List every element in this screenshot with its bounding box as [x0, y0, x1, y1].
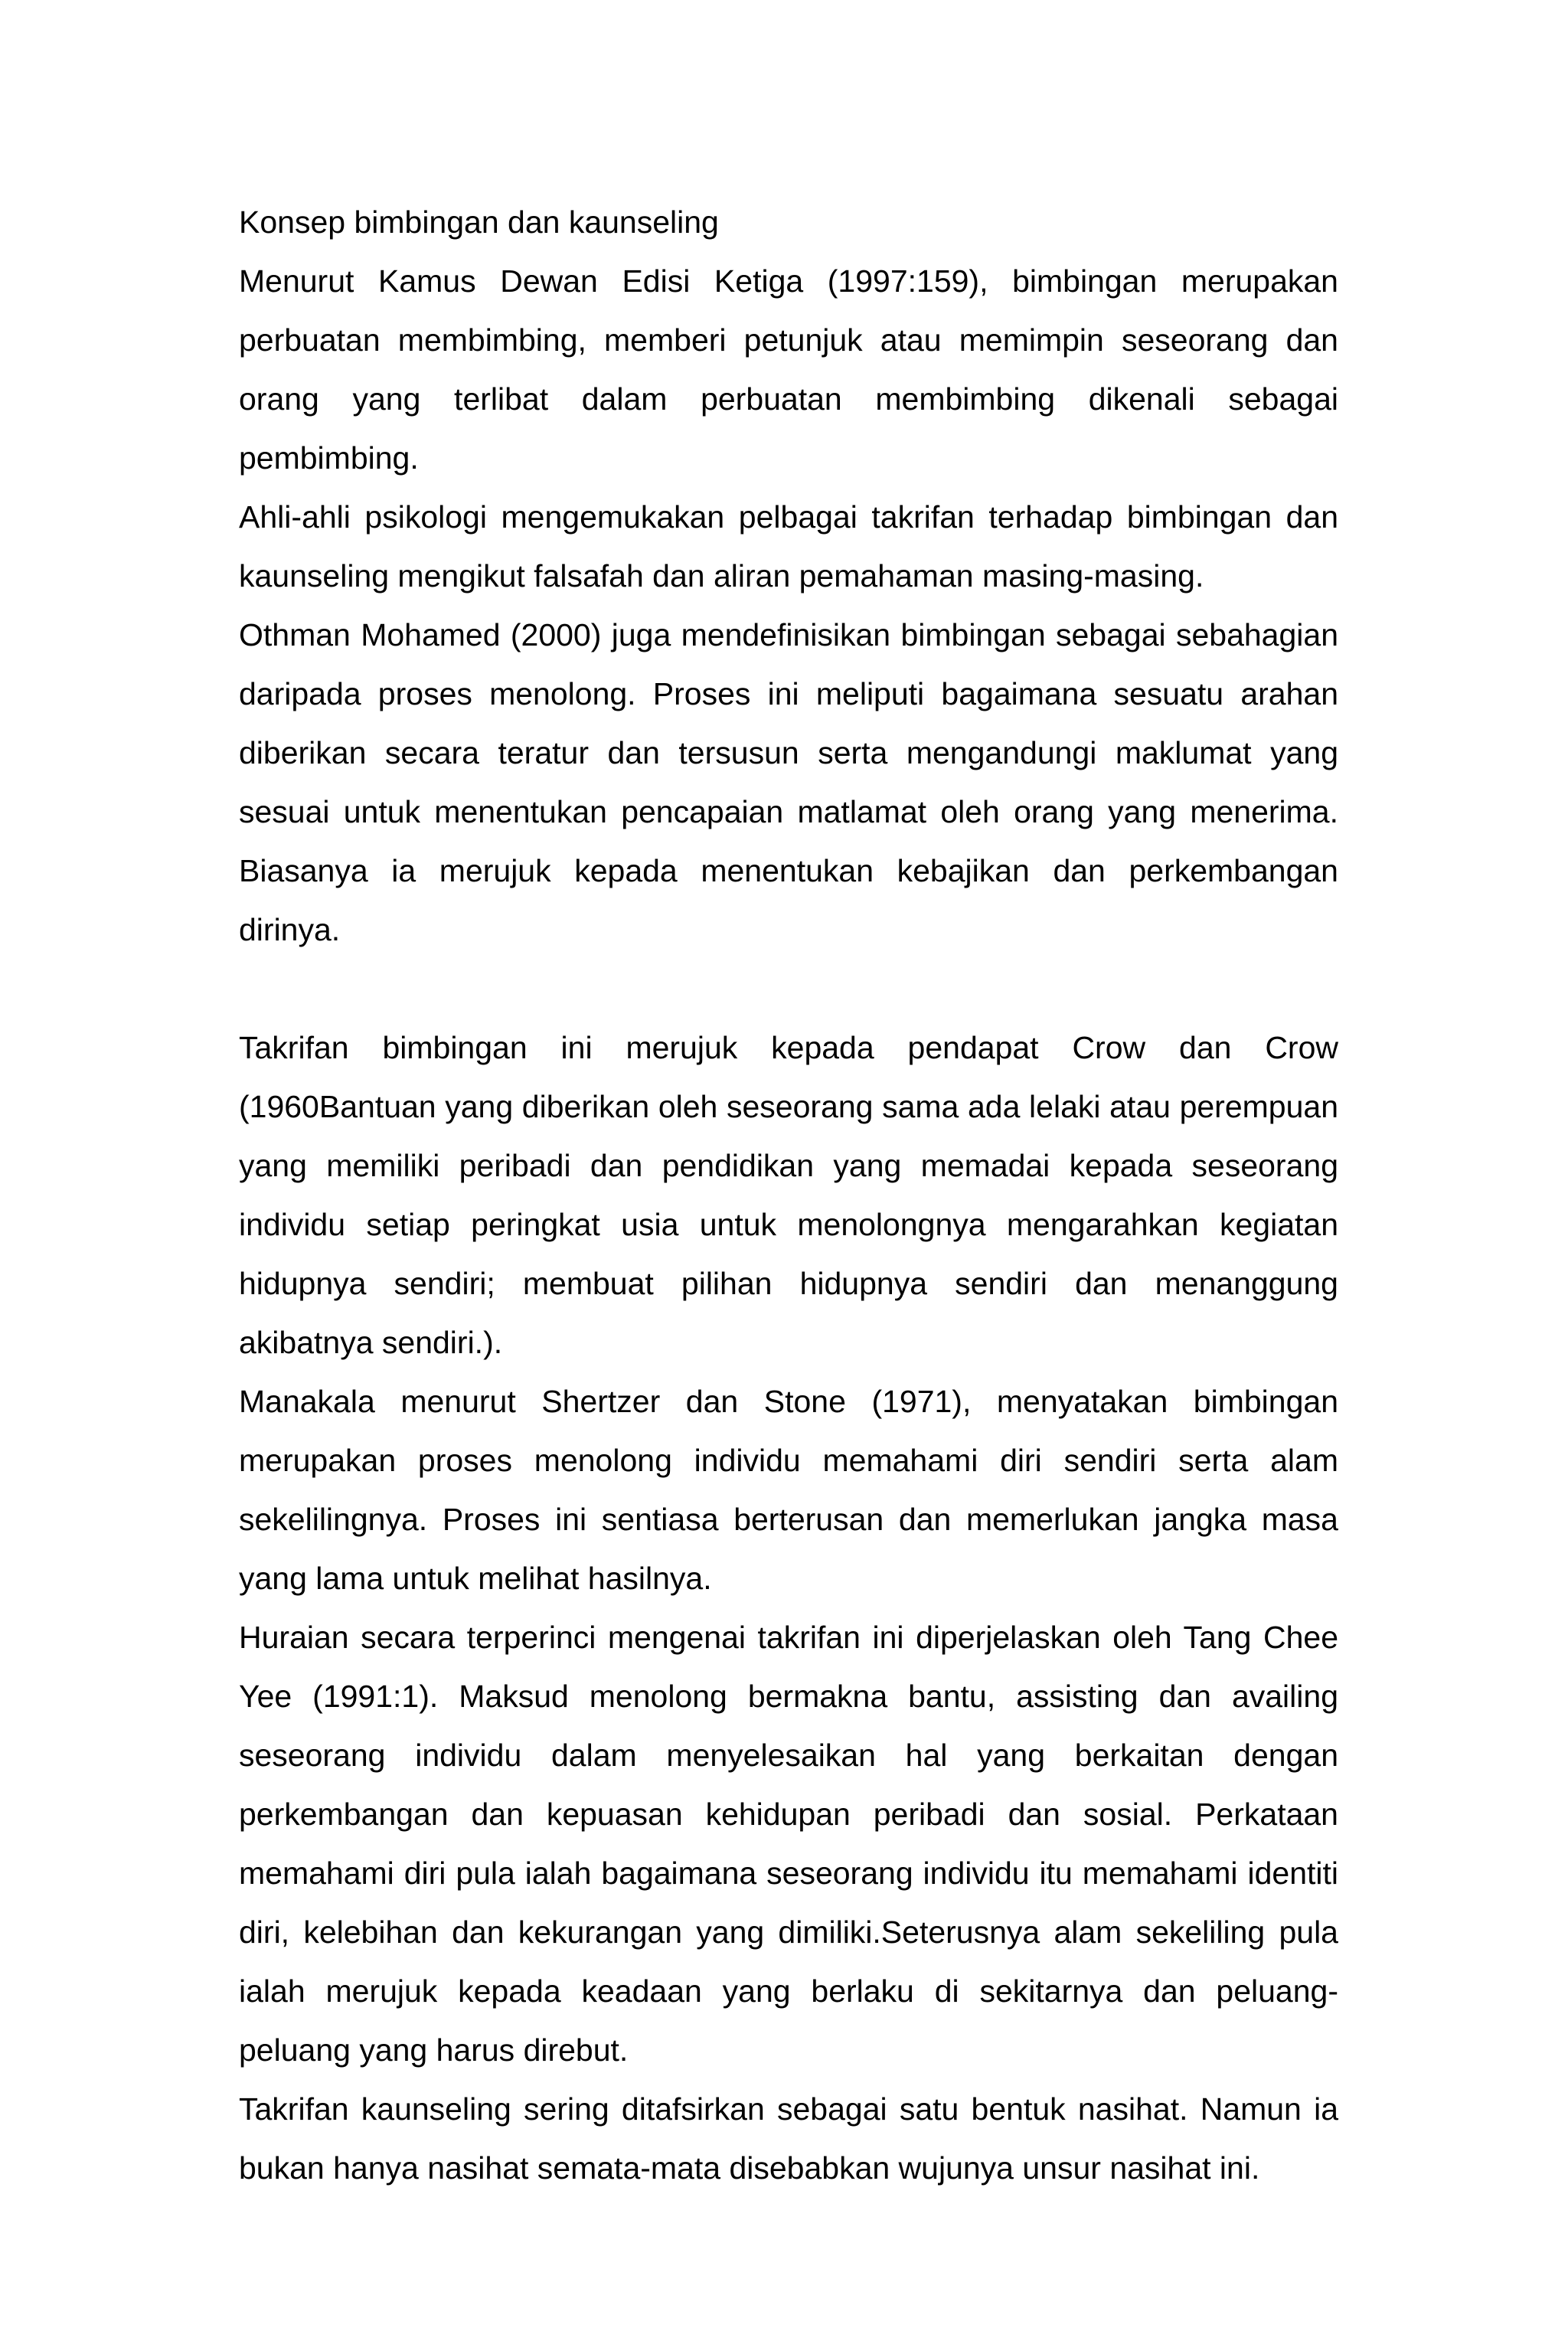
- paragraph: Menurut Kamus Dewan Edisi Ketiga (1997:159), bimbingan merupakan perbuatan membimbing, memberi petunjuk atau memimpin seseorang dan orang yang terlibat dalam perbuatan membimbing dikenali sebagai pembimbing.: [239, 263, 1338, 476]
- paragraph: Takrifan kaunseling sering ditafsirkan sebagai satu bentuk nasihat. Namun ia bukan hanya nasihat semata-mata disebabkan wujunya unsur nasihat ini.: [239, 2091, 1338, 2186]
- paragraph: Manakala menurut Shertzer dan Stone (1971), menyatakan bimbingan merupakan proses menolong individu memahami diri sendiri serta alam sekelilingnya. Proses ini sentiasa berterusan dan memerlukan jangka masa yang lama untuk melihat hasilnya.: [239, 1384, 1338, 1596]
- document-body: [239, 193, 1338, 2198]
- blank-line: [239, 960, 1338, 1019]
- paragraph: Ahli-ahli psikologi mengemukakan pelbagai takrifan terhadap bimbingan dan kaunseling mengikut falsafah dan aliran pemahaman masing-masing.: [239, 499, 1338, 593]
- paragraph: Takrifan bimbingan ini merujuk kepada pendapat Crow dan Crow (1960Bantuan yang diberikan oleh seseorang sama ada lelaki atau perempuan yang memiliki peribadi dan pendidikan yang memadai kepada seseorang individu setiap peringkat usia untuk menolongnya mengarahkan kegiatan hidupnya sendiri; membuat pilihan hidupnya sendiri dan menanggung akibatnya sendiri.).: [239, 1030, 1338, 1360]
- paragraph-container: [239, 252, 1338, 2198]
- paragraph: Huraian secara terperinci mengenai takrifan ini diperjelaskan oleh Tang Chee Yee (1991:1). Maksud menolong bermakna bantu, assisting dan availing seseorang individu dalam menyelesaikan hal yang berkaitan dengan perkembangan dan kepuasan kehidupan peribadi dan sosial. Perkataan memahami diri pula ialah bagaimana seseorang individu itu memahami identiti diri, kelebihan dan kekurangan yang dimiliki.Seterusnya alam sekeliling pula ialah merujuk kepada keadaan yang berlaku di sekitarnya dan peluang-peluang yang harus direbut.: [239, 1620, 1338, 2068]
- document-title: Konsep bimbingan dan kaunseling: [239, 204, 719, 240]
- paragraph: Othman Mohamed (2000) juga mendefinisikan bimbingan sebagai sebahagian daripada proses menolong. Proses ini meliputi bagaimana sesuatu arahan diberikan secara teratur dan tersusun serta mengandungi maklumat yang sesuai untuk menentukan pencapaian matlamat oleh orang yang menerima. Biasanya ia merujuk kepada menentukan kebajikan dan perkembangan dirinya.: [239, 617, 1338, 947]
